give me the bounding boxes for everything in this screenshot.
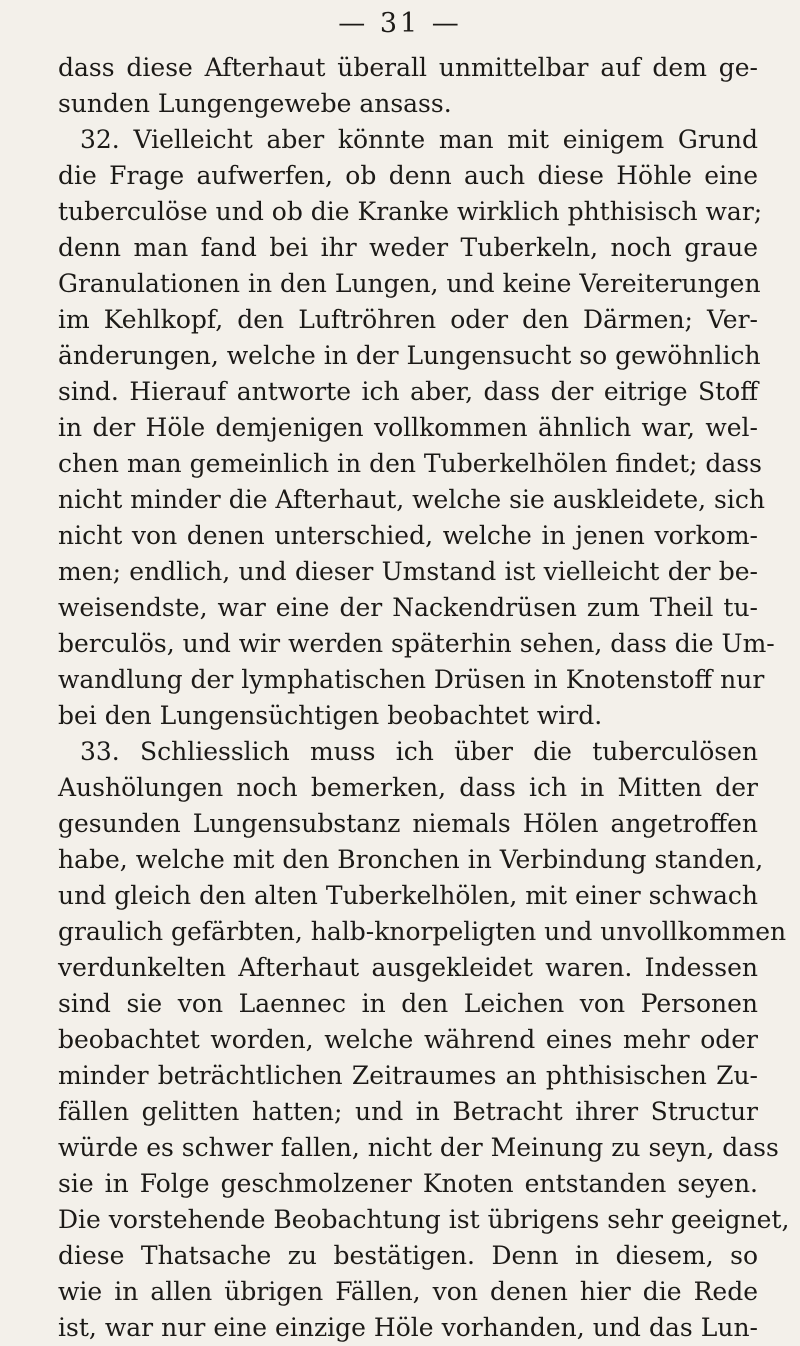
text-line: nicht minder die Afterhaut, welche sie auskleidete, sich <box>58 485 765 514</box>
paragraph-33-start: 33. Schliesslich muss ich über die tuberculösen <box>80 737 758 766</box>
text-line: und gleich den alten Tuberkelhölen, mit einer schwach <box>58 881 758 910</box>
text-line: in der Höle demjenigen vollkommen ähnlich war, wel- <box>58 413 758 442</box>
text-line: diese Thatsache zu bestätigen. Denn in diesem, so <box>58 1241 758 1270</box>
text-line: würde es schwer fallen, nicht der Meinung zu seyn, dass <box>58 1133 779 1162</box>
text-line: ist, war nur eine einzige Höle vorhanden, und das Lun- <box>58 1313 758 1342</box>
text-line: habe, welche mit den Bronchen in Verbindung standen, <box>58 845 764 874</box>
text-line: sind sie von Laennec in den Leichen von Personen <box>58 989 758 1018</box>
text-line: sunden Lungengewebe ansass. <box>58 89 452 118</box>
text-line: die Frage aufwerfen, ob denn auch diese Höhle eine <box>58 161 758 190</box>
page-number: — 31 — <box>338 8 462 39</box>
paragraph-32-start: 32. Vielleicht aber könnte man mit einigem Grund <box>80 125 758 154</box>
text-line: nicht von denen unterschied, welche in jenen vorkom- <box>58 521 758 550</box>
text-line: gesunden Lungensubstanz niemals Hölen angetroffen <box>58 809 758 838</box>
text-line: chen man gemeinlich in den Tuberkelhölen findet; dass <box>58 449 762 478</box>
text-line: men; endlich, und dieser Umstand ist vielleicht der be- <box>58 557 758 586</box>
text-line: dass diese Afterhaut überall unmittelbar auf dem ge- <box>58 53 758 82</box>
text-line: berculös, und wir werden späterhin sehen, dass die Um- <box>58 629 775 658</box>
text-line: minder beträchtlichen Zeitraumes an phthisischen Zu- <box>58 1061 758 1090</box>
text-line: wie in allen übrigen Fällen, von denen hier die Rede <box>58 1277 758 1306</box>
text-line: beobachtet worden, welche während eines mehr oder <box>58 1025 758 1054</box>
text-line: Die vorstehende Beobachtung ist übrigens sehr geeignet, <box>58 1205 790 1234</box>
text-line: sie in Folge geschmolzener Knoten entstanden seyen. <box>58 1169 758 1198</box>
text-line: fällen gelitten hatten; und in Betracht ihrer Structur <box>58 1097 758 1126</box>
text-line: denn man fand bei ihr weder Tuberkeln, noch graue <box>58 233 758 262</box>
text-line: bei den Lungensüchtigen beobachtet wird. <box>58 701 603 730</box>
text-line: Granulationen in den Lungen, und keine Vereiterungen <box>58 269 761 298</box>
text-line: weisendste, war eine der Nackendrüsen zum Theil tu- <box>58 593 758 622</box>
text-line: änderungen, welche in der Lungensucht so gewöhnlich <box>58 341 761 370</box>
text-line: Aushölungen noch bemerken, dass ich in Mitten der <box>58 773 758 802</box>
text-line: im Kehlkopf, den Luftröhren oder den Därmen; Ver- <box>58 305 758 334</box>
text-line: graulich gefärbten, halb-knorpeligten und unvollkommen <box>58 917 787 946</box>
text-line: wandlung der lymphatischen Drüsen in Knotenstoff nur <box>58 665 765 694</box>
text-line: verdunkelten Afterhaut ausgekleidet waren. Indessen <box>58 953 758 982</box>
text-line: tuberculöse und ob die Kranke wirklich phthisisch war; <box>58 197 763 226</box>
text-line: sind. Hierauf antworte ich aber, dass der eitrige Stoff <box>58 377 758 406</box>
